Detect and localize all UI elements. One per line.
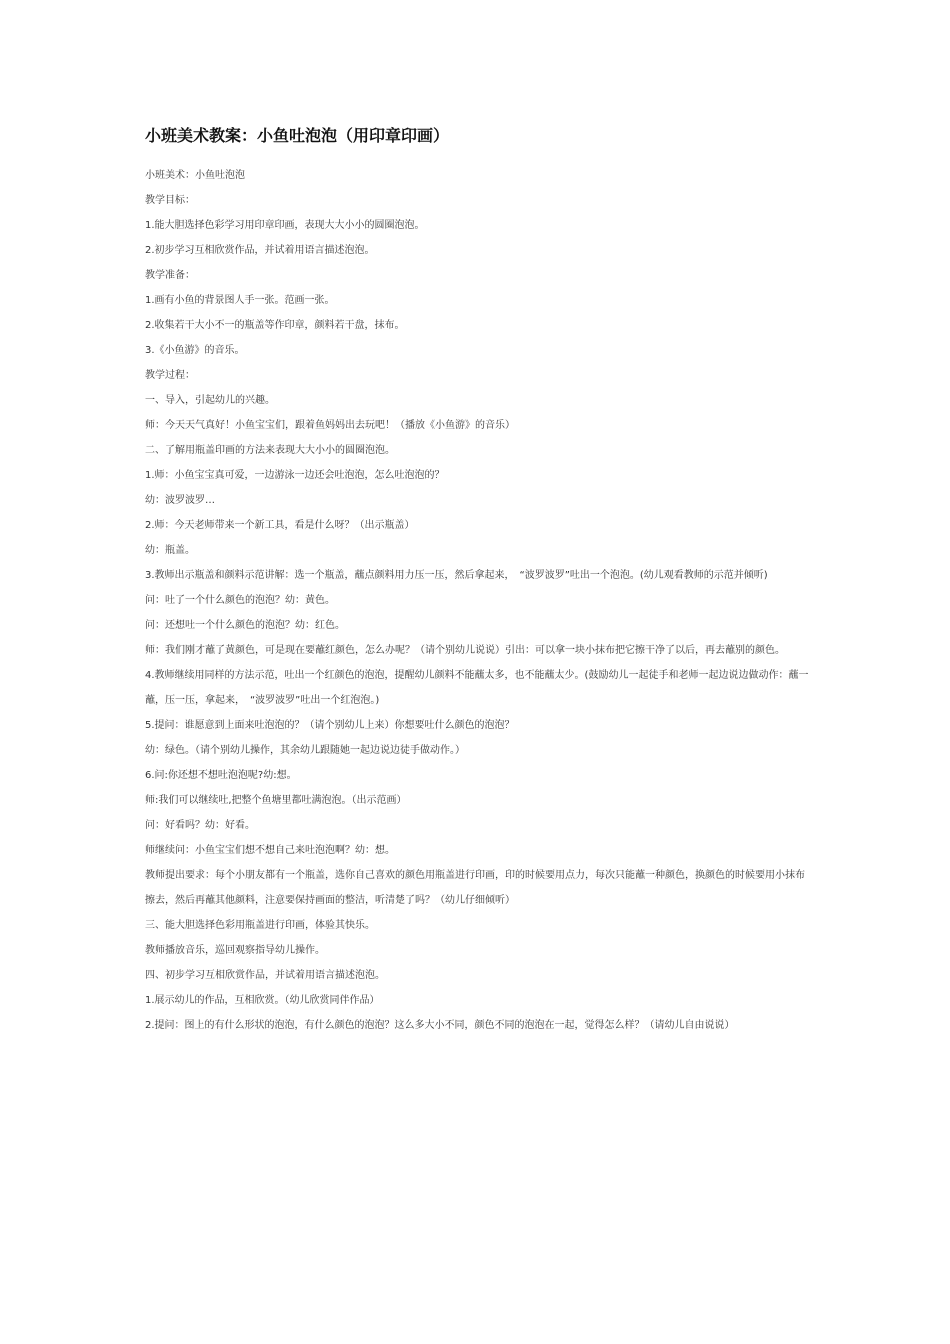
paragraph: 4.教师继续用同样的方法示范，吐出一个红颜色的泡泡，提醒幼儿颜料不能蘸太多，也不能蘸太少。(鼓励幼儿一起徒手和老师一起边说边做动作：蘸一蘸，压一压，拿起来， “波罗波罗”吐出一个红泡泡。): [145, 670, 809, 706]
paragraph: 一、导入，引起幼儿的兴趣。: [145, 395, 275, 406]
paragraph: 问：好看吗？幼：好看。: [145, 820, 255, 831]
paragraph: 四、初步学习互相欣赏作品，并试着用语言描述泡泡。: [145, 970, 385, 981]
paragraph: 教学过程：: [145, 370, 195, 381]
paragraph: 小班美术：小鱼吐泡泡: [145, 170, 245, 181]
paragraph: 师:我们可以继续吐,把整个鱼塘里都吐满泡泡。（出示范画）: [145, 795, 407, 806]
paragraph: 2.收集若干大小不一的瓶盖等作印章，颜料若干盘，抹布。: [145, 320, 405, 331]
paragraph: 2.提问：图上的有什么形状的泡泡，有什么颜色的泡泡？这么多大小不同，颜色不同的泡泡在一起，觉得怎么样？（请幼儿自由说说）: [145, 1020, 735, 1031]
paragraph: 2.初步学习互相欣赏作品，并试着用语言描述泡泡。: [145, 245, 375, 256]
paragraph: 幼：波罗波罗…: [145, 495, 215, 506]
document-title: 小班美术教案：小鱼吐泡泡（用印章印画）: [145, 126, 450, 145]
paragraph: 3.教师出示瓶盖和颜料示范讲解：选一个瓶盖，蘸点颜料用力压一压，然后拿起来， “波罗波罗”吐出一个泡泡。(幼儿观看教师的示范并倾听): [145, 570, 768, 581]
document-page: [145, 125, 810, 1038]
paragraph: 教师提出要求：每个小朋友都有一个瓶盖，选你自己喜欢的颜色用瓶盖进行印画，印的时候要用点力，每次只能蘸一种颜色，换颜色的时候要用小抹布擦去，然后再蘸其他颜料，注意要保持画面的整洁，听清楚了吗？（幼儿仔细倾听）: [145, 870, 805, 906]
paragraph: 问：还想吐一个什么颜色的泡泡？幼：红色。: [145, 620, 345, 631]
paragraph: 师继续问：小鱼宝宝们想不想自己来吐泡泡啊？幼：想。: [145, 845, 395, 856]
paragraph: 幼：瓶盖。: [145, 545, 195, 556]
paragraph: 1.画有小鱼的背景图人手一张。范画一张。: [145, 295, 335, 306]
paragraph: 教师播放音乐，巡回观察指导幼儿操作。: [145, 945, 325, 956]
paragraph: 6.问:你还想不想吐泡泡呢?幼:想。: [145, 770, 297, 781]
paragraph: 问：吐了一个什么颜色的泡泡？幼：黄色。: [145, 595, 335, 606]
paragraph: 三、能大胆选择色彩用瓶盖进行印画，体验其快乐。: [145, 920, 375, 931]
paragraph: 教学准备：: [145, 270, 195, 281]
paragraph: 1.展示幼儿的作品，互相欣赏。（幼儿欣赏同伴作品）: [145, 995, 380, 1006]
paragraph: 5.提问：谁愿意到上面来吐泡泡的？（请个别幼儿上来）你想要吐什么颜色的泡泡？: [145, 720, 515, 731]
paragraph: 1.师：小鱼宝宝真可爱，一边游泳一边还会吐泡泡，怎么吐泡泡的？: [145, 470, 445, 481]
paragraph: 二、了解用瓶盖印画的方法来表现大大小小的圆圈泡泡。: [145, 445, 395, 456]
paragraph: 1.能大胆选择色彩学习用印章印画，表现大大小小的圆圈泡泡。: [145, 220, 425, 231]
paragraph: 幼：绿色。（请个别幼儿操作，其余幼儿跟随她一起边说边徒手做动作。）: [145, 745, 465, 756]
paragraph: 2.师：今天老师带来一个新工具，看是什么呀？（出示瓶盖）: [145, 520, 415, 531]
paragraph: 师：今天天气真好！小鱼宝宝们，跟着鱼妈妈出去玩吧！（播放《小鱼游》的音乐）: [145, 420, 515, 431]
paragraph: 教学目标：: [145, 195, 195, 206]
paragraph: 师：我们刚才蘸了黄颜色，可是现在要蘸红颜色，怎么办呢？（请个别幼儿说说）引出：可以拿一块小抹布把它擦干净了以后，再去蘸别的颜色。: [145, 645, 785, 656]
paragraph: 3.《小鱼游》的音乐。: [145, 345, 245, 356]
document-body: [145, 163, 810, 1038]
